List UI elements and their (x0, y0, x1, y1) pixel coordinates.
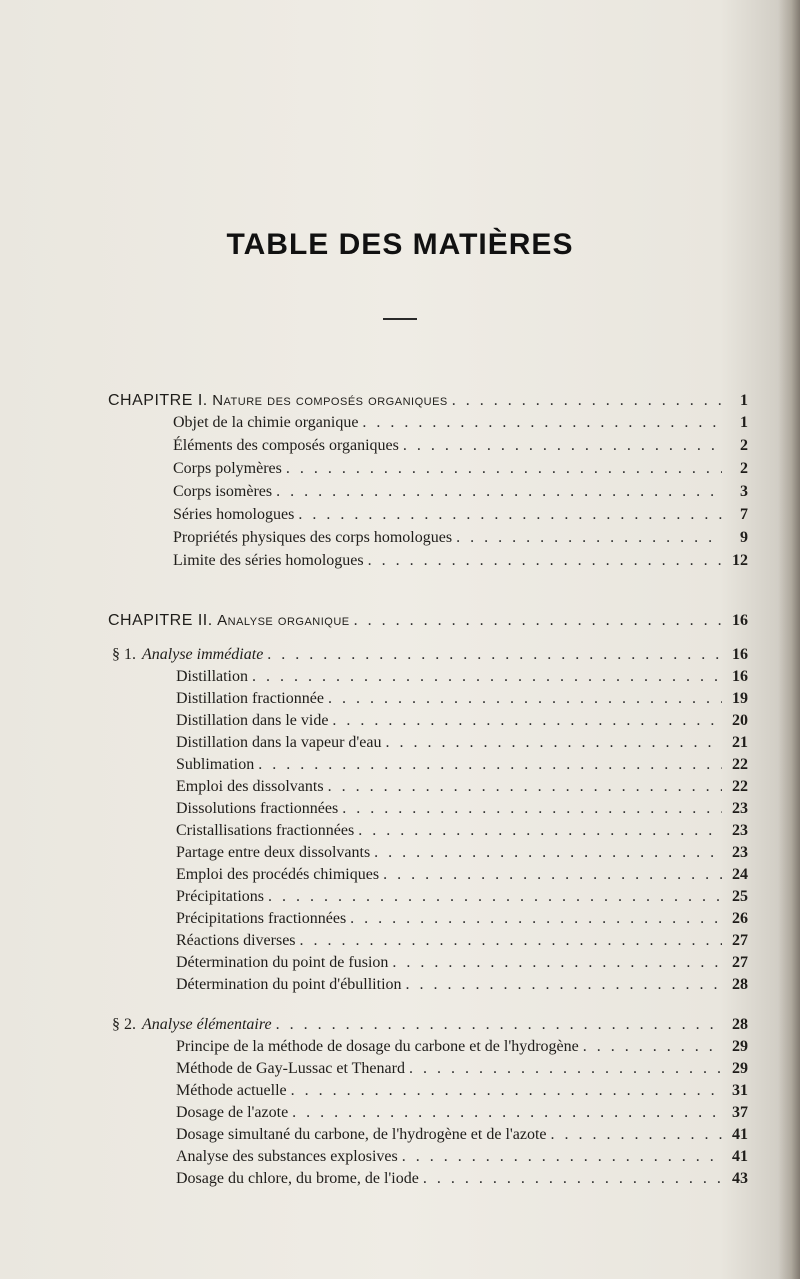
page-number: 1 (740, 392, 748, 409)
leader-dots (276, 483, 722, 501)
leader-dots (328, 690, 722, 708)
entry-label: Distillation (176, 668, 248, 685)
page-number: 19 (732, 690, 748, 707)
leader-dots (402, 1148, 722, 1166)
section-label (112, 1016, 272, 1034)
toc-entry[interactable] (173, 506, 748, 528)
entry-label: Emploi des dissolvants (176, 778, 324, 795)
toc-entry[interactable] (176, 844, 748, 866)
page-number: 29 (732, 1060, 748, 1077)
page-number: 22 (732, 756, 748, 773)
section-heading[interactable] (112, 646, 748, 668)
entry-label: Cristallisations fractionnées (176, 822, 355, 839)
leader-dots (392, 954, 722, 972)
toc-entry[interactable] (176, 1060, 748, 1082)
page-number: 27 (732, 932, 748, 949)
section-label (112, 646, 263, 664)
page-number: 21 (732, 734, 748, 751)
page-number: 12 (732, 552, 748, 569)
page-number: 2 (740, 437, 748, 454)
chapter-heading[interactable] (108, 612, 748, 634)
toc-entry[interactable] (176, 756, 748, 778)
entry-label: Détermination du point de fusion (176, 954, 389, 971)
leader-dots (383, 866, 722, 884)
entry-label: Méthode actuelle (176, 1082, 287, 1099)
section-heading[interactable] (112, 1016, 748, 1038)
leader-dots (354, 612, 722, 630)
leader-dots (286, 460, 722, 478)
page-number: 24 (732, 866, 748, 883)
page-number: 23 (732, 800, 748, 817)
entry-label: Distillation dans la vapeur d'eau (176, 734, 382, 751)
entry-label: Partage entre deux dissolvants (176, 844, 371, 861)
page-number: 2 (740, 460, 748, 477)
page-number: 20 (732, 712, 748, 729)
page-number: 7 (740, 506, 748, 523)
entry-label: Dissolutions fractionnées (176, 800, 339, 817)
section-title: Analyse immédiate (142, 646, 264, 663)
leader-dots (300, 932, 722, 950)
toc-entry[interactable] (173, 460, 748, 482)
leader-dots (456, 529, 722, 547)
page-number: 31 (732, 1082, 748, 1099)
toc-entry[interactable] (176, 932, 748, 954)
page-number: 41 (732, 1148, 748, 1165)
toc-entry[interactable] (176, 1126, 748, 1148)
entry-label: Dosage du chlore, du brome, de l'iode (176, 1170, 419, 1187)
chapter-title: Nature des composés organiques (212, 392, 448, 409)
chapter-number: CHAPITRE I. (108, 392, 208, 409)
leader-dots (452, 392, 722, 410)
leader-dots (350, 910, 722, 928)
toc-entry[interactable] (176, 690, 748, 712)
toc-entry[interactable] (173, 437, 748, 459)
page-number: 16 (732, 646, 748, 663)
entry-label: Méthode de Gay-Lussac et Thenard (176, 1060, 405, 1077)
entry-label: Principe de la méthode de dosage du carbone et de l'hydrogène (176, 1038, 579, 1055)
page-number: 26 (732, 910, 748, 927)
toc-entry[interactable] (176, 910, 748, 932)
entry-label: Éléments des composés organiques (173, 437, 399, 454)
page-number: 25 (732, 888, 748, 905)
toc-entry[interactable] (176, 668, 748, 690)
toc-entry[interactable] (176, 1038, 748, 1060)
entry-label: Corps isomères (173, 483, 273, 500)
chapter-title: Analyse organique (217, 612, 350, 629)
page-number: 28 (732, 976, 748, 993)
toc-entry[interactable] (176, 866, 748, 888)
toc-entry[interactable] (176, 734, 748, 756)
toc-entry[interactable] (176, 888, 748, 910)
chapter-heading[interactable] (108, 392, 748, 414)
toc-entry[interactable] (176, 822, 748, 844)
toc-entry[interactable] (173, 552, 748, 574)
toc-entry[interactable] (176, 800, 748, 822)
page-number: 1 (740, 414, 748, 431)
leader-dots (374, 844, 722, 862)
leader-dots (368, 552, 722, 570)
entry-label: Précipitations fractionnées (176, 910, 347, 927)
chapter-label (108, 612, 350, 630)
entry-label: Dosage de l'azote (176, 1104, 289, 1121)
leader-dots (268, 888, 722, 906)
leader-dots (332, 712, 722, 730)
leader-dots (551, 1126, 722, 1144)
chapter-label (108, 392, 448, 410)
leader-dots (409, 1060, 722, 1078)
page-number: 23 (732, 822, 748, 839)
entry-label: Objet de la chimie organique (173, 414, 359, 431)
entry-label: Corps polymères (173, 460, 282, 477)
entry-label: Sublimation (176, 756, 255, 773)
entry-label: Détermination du point d'ébullition (176, 976, 402, 993)
page-number: 43 (732, 1170, 748, 1187)
leader-dots (362, 414, 722, 432)
leader-dots (291, 1082, 722, 1100)
toc-entry[interactable] (176, 712, 748, 734)
page-number: 29 (732, 1038, 748, 1055)
entry-label: Analyse des substances explosives (176, 1148, 398, 1165)
leader-dots (423, 1170, 722, 1188)
toc-entry[interactable] (176, 1170, 748, 1192)
leader-dots (358, 822, 722, 840)
entry-label: Propriétés physiques des corps homologues (173, 529, 453, 546)
leader-dots (583, 1038, 722, 1056)
entry-label: Dosage simultané du carbone, de l'hydrogène et de l'azote (176, 1126, 547, 1143)
page-number: 41 (732, 1126, 748, 1143)
entry-label: Distillation fractionnée (176, 690, 324, 707)
section-title: Analyse élémentaire (142, 1016, 272, 1033)
toc-entry[interactable] (176, 1148, 748, 1170)
page-number: 22 (732, 778, 748, 795)
leader-dots (403, 437, 722, 455)
page-number: 9 (740, 529, 748, 546)
toc-entry[interactable] (176, 954, 748, 976)
page-number: 16 (732, 668, 748, 685)
entry-label: Distillation dans le vide (176, 712, 329, 729)
page-number: 23 (732, 844, 748, 861)
toc-entry[interactable] (176, 976, 748, 998)
entry-label: Emploi des procédés chimiques (176, 866, 380, 883)
entry-label: Précipitations (176, 888, 264, 905)
leader-dots (328, 778, 722, 796)
toc-entry[interactable] (176, 778, 748, 800)
leader-dots (276, 1016, 722, 1034)
leader-dots (386, 734, 723, 752)
leader-dots (292, 1104, 722, 1122)
leader-dots (406, 976, 722, 994)
page-number: 27 (732, 954, 748, 971)
page-title: TABLE DES MATIÈRES (226, 228, 574, 261)
toc-entry[interactable] (173, 414, 748, 436)
leader-dots (267, 646, 722, 664)
page-number: 28 (732, 1016, 748, 1033)
entry-label: Limite des séries homologues (173, 552, 364, 569)
toc-entry[interactable] (173, 483, 748, 505)
entry-label: Réactions diverses (176, 932, 296, 949)
section-number: § 2. (112, 1016, 136, 1033)
chapter-number: CHAPITRE II. (108, 612, 213, 629)
page-number: 16 (732, 612, 748, 629)
leader-dots (252, 668, 722, 686)
page-number: 37 (732, 1104, 748, 1121)
leader-dots (258, 756, 722, 774)
page-number: 3 (740, 483, 748, 500)
leader-dots (342, 800, 722, 818)
section-number: § 1. (112, 646, 136, 663)
entry-label: Séries homologues (173, 506, 295, 523)
leader-dots (298, 506, 722, 524)
toc-entry[interactable] (173, 529, 748, 551)
toc-entry[interactable] (176, 1082, 748, 1104)
toc-entry[interactable] (176, 1104, 748, 1126)
